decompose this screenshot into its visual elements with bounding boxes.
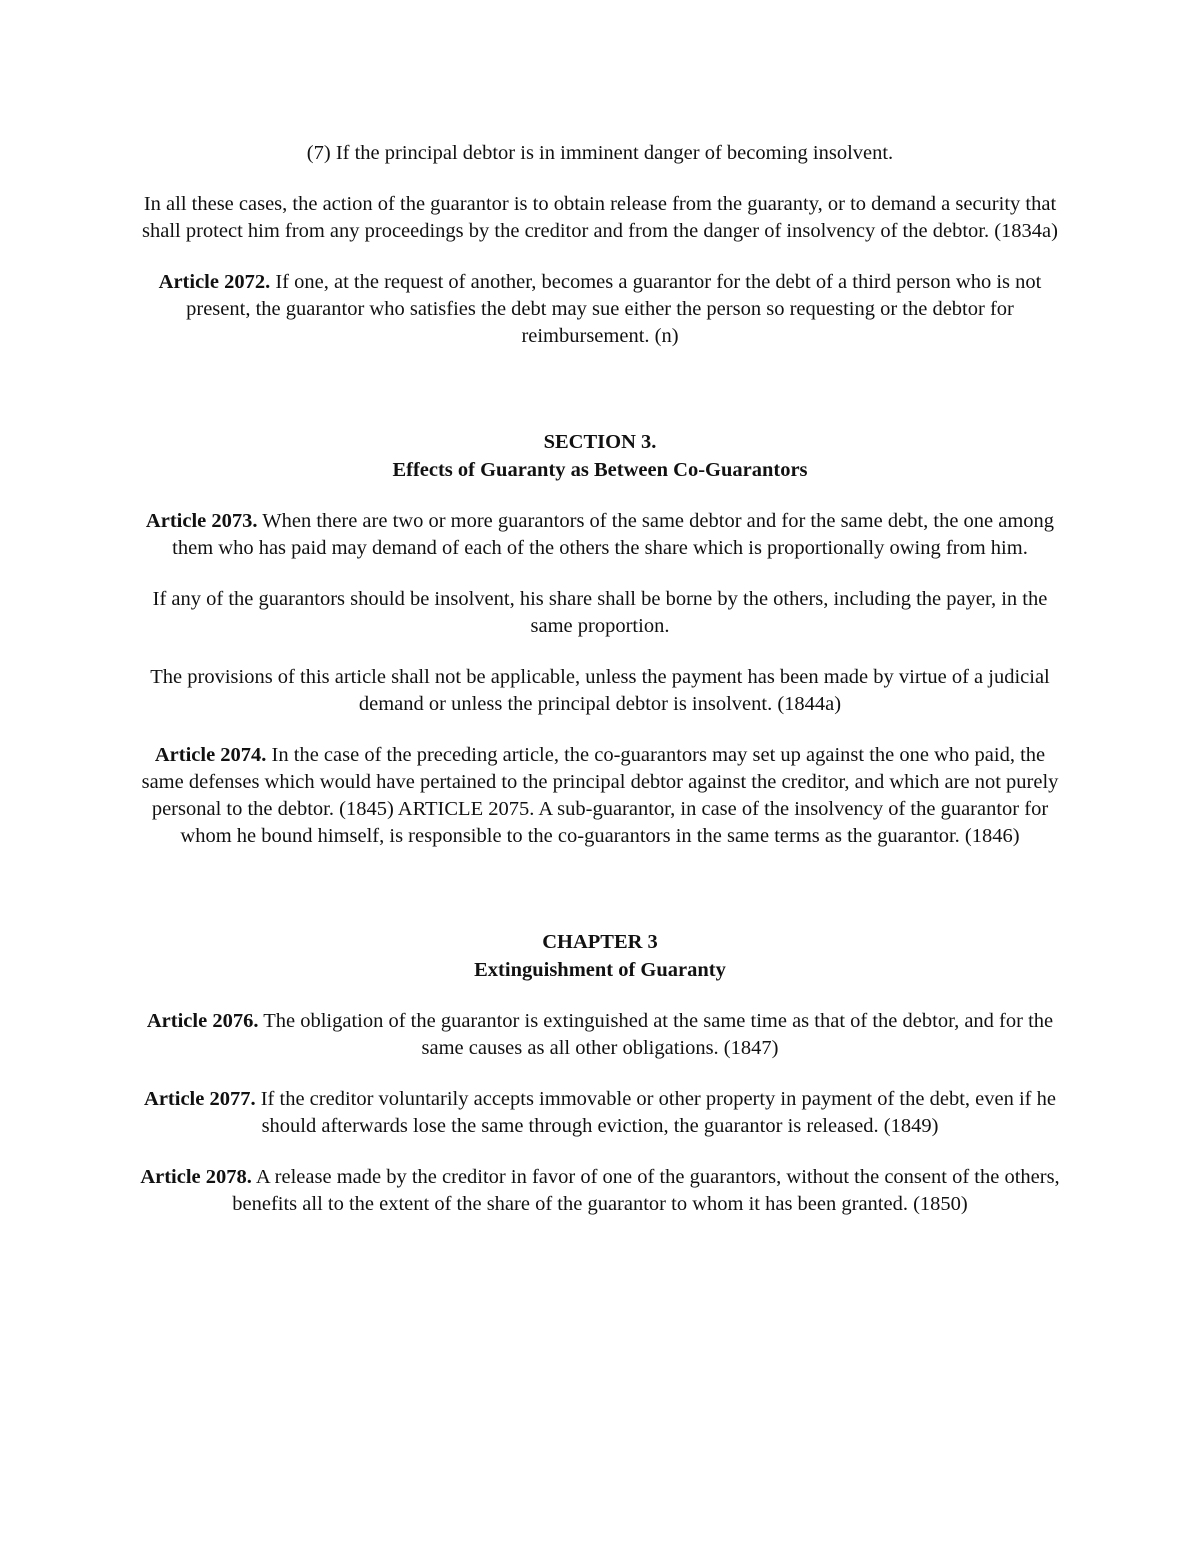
section-title: SECTION 3.: [543, 431, 657, 453]
article-2073: Article 2073. When there are two or more guarantors of the same debtor and for the same debt, the one among them who has paid may demand of each of the others the share which is proportionally owing from him.: [145, 510, 1055, 559]
paragraph-insolvent-guarantor: If any of the guarantors should be insolvent, his share shall be borne by the others, including the payer, in the same proportion.: [152, 588, 1048, 637]
article-2074: Article 2074. In the case of the preceding article, the co-guarantors may set up against the one who paid, the same defenses which would have pertained to the principal debtor against the creditor, and which are not purely personal to the debtor. (1845) ARTICLE 2075. A sub-guarantor, in case of the insolvency of the guarantor for whom he bound himself, is responsible to the co-guarantors in the same terms as the guarantor. (1846): [141, 744, 1059, 847]
spacer: [140, 374, 1060, 428]
article-2077: Article 2077. If the creditor voluntarily accepts immovable or other property in payment of the debt, even if he should afterwards lose the same through eviction, the guarantor is released. (1849): [144, 1088, 1056, 1137]
article-label: Article 2078.: [140, 1166, 252, 1188]
article-label: Article 2074.: [154, 744, 267, 766]
article-label: Article 2073.: [145, 510, 258, 532]
paragraph-item-7: (7) If the principal debtor is in imminent danger of becoming insolvent.: [306, 142, 894, 164]
article-2076: Article 2076. The obligation of the guarantor is extinguished at the same time as that of the debtor, and for the same causes as all other obligations. (1847): [146, 1010, 1054, 1059]
chapter-title: CHAPTER 3: [542, 931, 658, 953]
paragraph-guarantor-action: In all these cases, the action of the guarantor is to obtain release from the guaranty, or to demand a security that shall protect him from any proceedings by the creditor and from the danger of insolvency of the debtor. (1834a): [142, 193, 1058, 242]
article-label: Article 2076.: [146, 1010, 259, 1032]
spacer: [140, 874, 1060, 928]
paragraph-provisions: The provisions of this article shall not be applicable, unless the payment has been made by virtue of a judicial demand or unless the principal debtor is insolvent. (1844a): [150, 666, 1050, 715]
chapter-heading: [140, 928, 1060, 984]
article-2078: Article 2078. A release made by the creditor in favor of one of the guarantors, without the consent of the others, benefits all to the extent of the share of the guarantor to whom it has been granted. (1850): [140, 1166, 1060, 1215]
article-label: Article 2077.: [144, 1088, 256, 1110]
document-page: [140, 140, 1060, 1242]
section-heading: [140, 428, 1060, 484]
chapter-subtitle: Extinguishment of Guaranty: [474, 959, 726, 981]
article-2072: Article 2072. If one, at the request of another, becomes a guarantor for the debt of a third person who is not present, the guarantor who satisfies the debt may sue either the person so requesting or the debtor for reimbursement. (n): [158, 271, 1042, 347]
article-label: Article 2072.: [158, 271, 271, 293]
section-subtitle: Effects of Guaranty as Between Co-Guarantors: [392, 459, 808, 481]
